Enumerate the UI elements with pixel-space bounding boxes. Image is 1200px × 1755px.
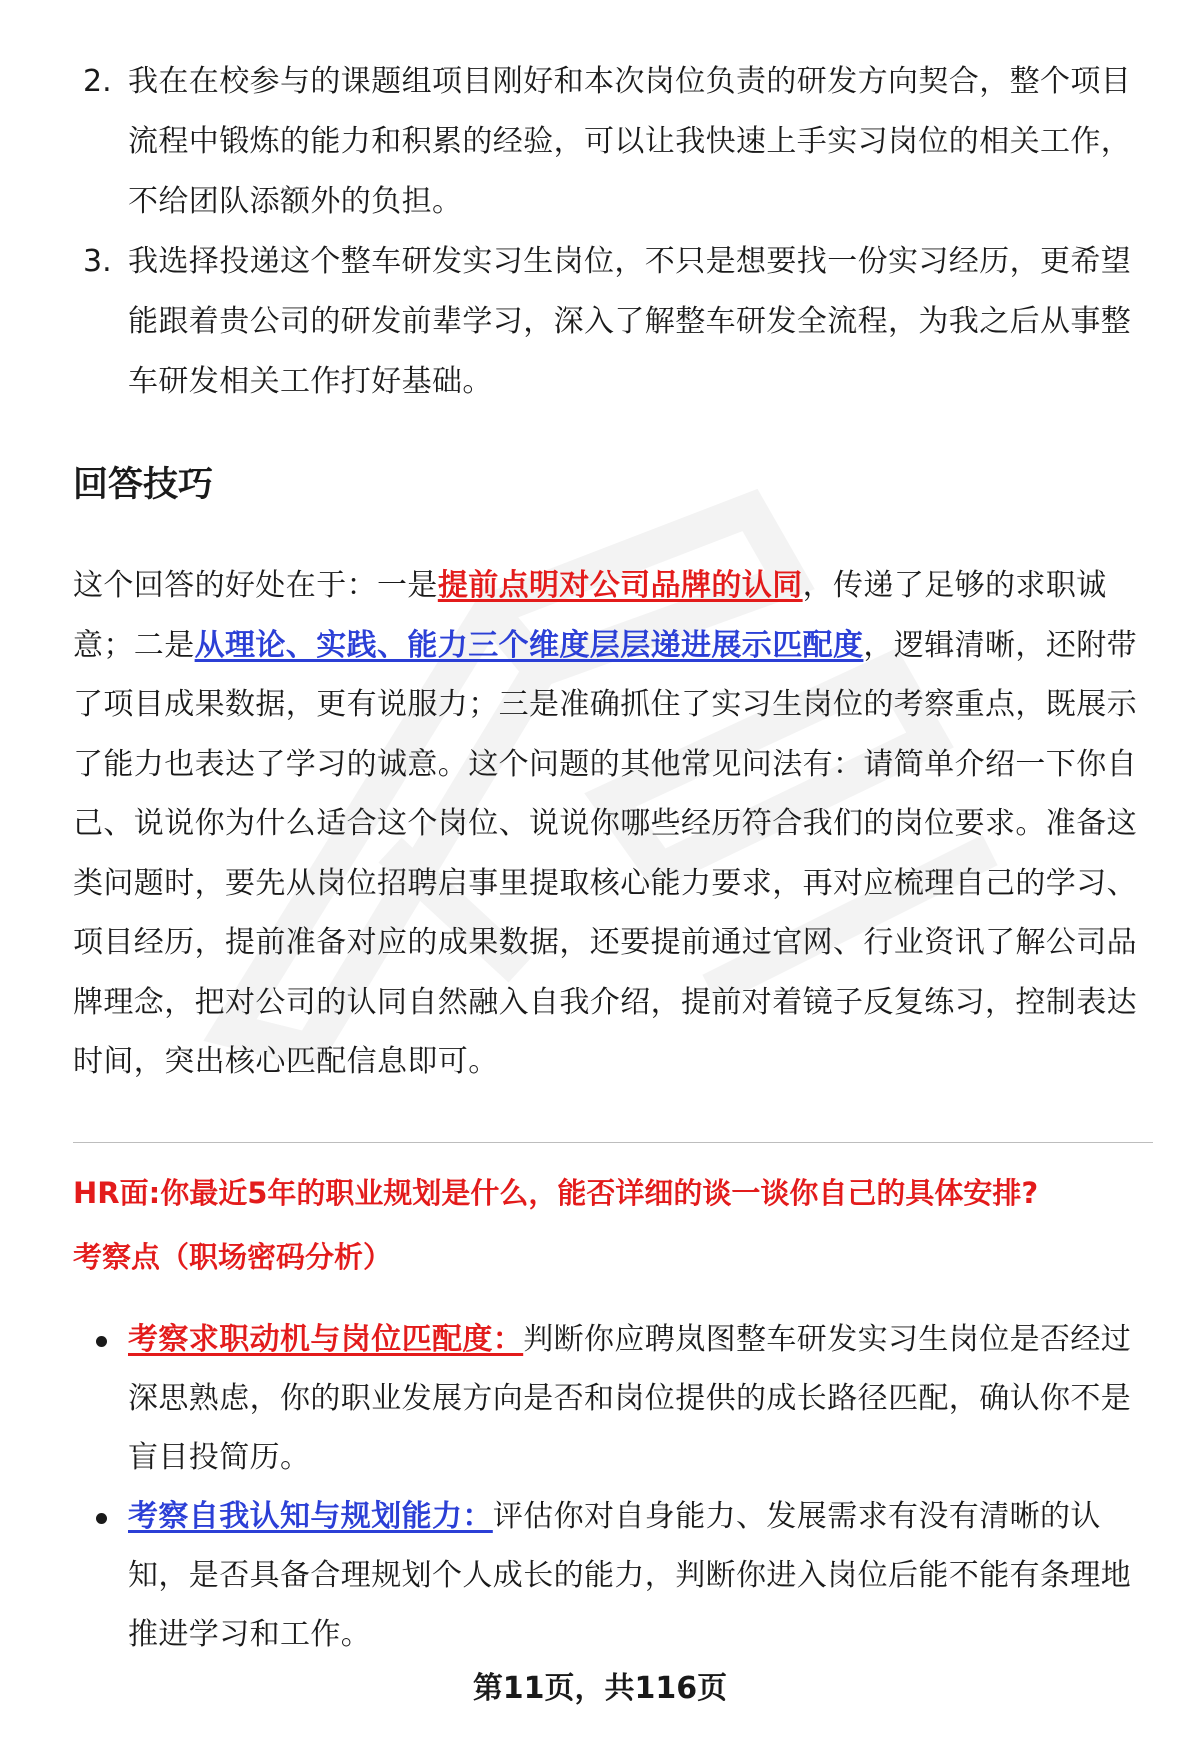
list-item-number: 2. <box>83 64 112 99</box>
bullet-text <box>128 1487 1140 1664</box>
section-heading: 回答技巧 <box>73 465 214 505</box>
section-divider <box>73 1142 1153 1143</box>
bullet-body: 评估你对自身能力、发展需求有没有清晰的认知，是否具备合理规划个人成长的能力，判断你进入岗位后能不能有条理地推进学习和工作。 <box>128 1499 1132 1652</box>
page-number: 第11页，共116页 <box>472 1671 728 1706</box>
numbered-list <box>0 52 1200 412</box>
list-item-text: 我在在校参与的课题组项目刚好和本次岗位负责的研发方向契合，整个项目流程中锻炼的能力和积累的经验，可以让我快速上手实习岗位的相关工作，不给团队添额外的负担。 <box>128 64 1132 219</box>
question-title: HR面:你最近5年的职业规划是什么，能否详细的谈一谈你自己的具体安排? <box>73 1176 1039 1210</box>
bullet-body: 判断你应聘岚图整车研发实习生岗位是否经过深思熟虑，你的职业发展方向是否和岗位提供的成长路径匹配，确认你不是盲目投简历。 <box>128 1322 1132 1475</box>
bullet-label-link[interactable]: 考察自我认知与规划能力： <box>128 1499 493 1534</box>
list-item <box>0 52 1200 232</box>
bullet-list <box>0 1310 1200 1664</box>
answer-tips-paragraph <box>73 556 1145 1092</box>
bullet-text <box>128 1310 1140 1487</box>
bullet-item <box>0 1310 1200 1487</box>
list-item <box>0 232 1200 412</box>
question-subtitle: 考察点（职场密码分析） <box>73 1240 393 1274</box>
list-item-text: 我选择投递这个整车研发实习生岗位，不只是想要找一份实习经历，更希望能跟着贵公司的研发前辈学习，深入了解整车研发全流程，为我之后从事整车研发相关工作打好基础。 <box>128 244 1132 399</box>
bullet-item <box>0 1487 1200 1664</box>
para-text: ，传递了足够的求职诚意；二是 <box>73 568 1107 663</box>
bullet-dot-icon <box>96 1336 107 1347</box>
para-text: ，逻辑清晰，还附带了项目成果数据，更有说服力；三是准确抓住了实习生岗位的考察重点，既展示了能力也表达了学习的诚意。这个问题的其他常见问法有：请简单介绍一下你自己、说说你为什么适合这个岗位、说说你哪些经历符合我们的岗位要求。准备这类问题时，要先从岗位招聘启事里提取核心能力要求，再对应梳理自己的学习、项目经历，提前准备对应的成果数据，还要提前通过官网、行业资讯了解公司品牌理念，把对公司的认同自然融入自我介绍，提前对着镜子反复练习，控制表达时间，突出核心匹配信息即可。 <box>73 627 1138 1079</box>
para-text: 这个回答的好处在于：一是 <box>73 568 438 603</box>
highlight-link-red[interactable]: 提前点明对公司品牌的认同 <box>437 568 803 603</box>
list-item-number: 3. <box>83 244 112 279</box>
highlight-link-blue[interactable]: 从理论、实践、能力三个维度层层递进展示匹配度 <box>194 627 864 663</box>
bullet-dot-icon <box>96 1513 107 1524</box>
bullet-label-link[interactable]: 考察求职动机与岗位匹配度： <box>128 1322 524 1357</box>
